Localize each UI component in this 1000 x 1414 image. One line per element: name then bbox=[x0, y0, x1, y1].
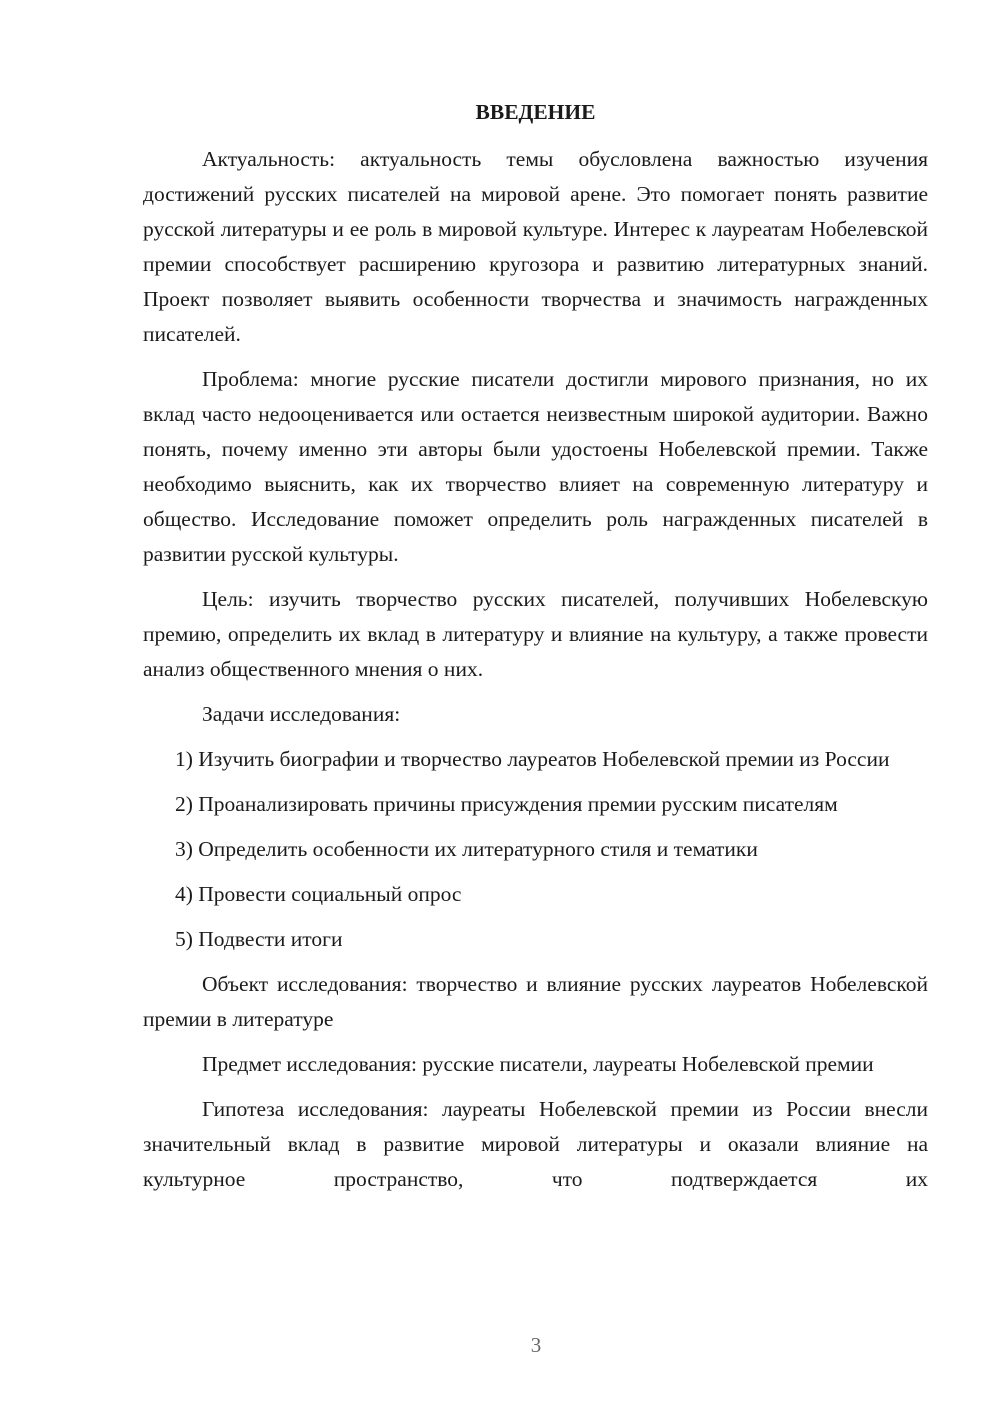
task-item-4: 4) Провести социальный опрос bbox=[175, 882, 462, 906]
paragraph-problem: Проблема: многие русские писатели достигли мирового признания, но их вклад часто недооценивается или остается неизвестным широкой аудитории. Важно понять, почему именно эти авторы были удостоены Нобелевской премии. Также необходимо выяснить, как их творчество влияет на современную литературу и общество. Исследование поможет определить роль награжденных писателей в развитии русской культуры. bbox=[143, 367, 928, 566]
task-item-2: 2) Проанализировать причины присуждения премии русским писателям bbox=[175, 792, 838, 816]
document-page bbox=[143, 95, 928, 1207]
task-item-1: 1) Изучить биографии и творчество лауреатов Нобелевской премии из России bbox=[175, 747, 890, 771]
paragraph-goal: Цель: изучить творчество русских писателей, получивших Нобелевскую премию, определить их вклад в литературу и влияние на культуру, а также провести анализ общественного мнения о них. bbox=[143, 587, 928, 681]
paragraph-hypothesis: Гипотеза исследования: лауреаты Нобелевской премии из России внесли значительный вклад в развитие мировой литературы и оказали влияние на культурное пространство, что подтверждается их bbox=[143, 1097, 928, 1191]
task-item-5: 5) Подвести итоги bbox=[175, 927, 343, 951]
section-title: ВВЕДЕНИЕ bbox=[475, 100, 596, 124]
paragraph-object: Объект исследования: творчество и влияние русских лауреатов Нобелевской премии в литературе bbox=[143, 972, 928, 1031]
paragraph-subject: Предмет исследования: русские писатели, лауреаты Нобелевской премии bbox=[202, 1052, 874, 1076]
tasks-heading: Задачи исследования: bbox=[202, 702, 401, 726]
task-item-3: 3) Определить особенности их литературного стиля и тематики bbox=[175, 837, 758, 861]
page-number: 3 bbox=[530, 1333, 542, 1357]
paragraph-relevance: Актуальность: актуальность темы обусловлена важностью изучения достижений русских писателей на мировой арене. Это помогает понять развитие русской литературы и ее роль в мировой культуре. Интерес к лауреатам Нобелевской премии способствует расширению кругозора и развитию литературных знаний. Проект позволяет выявить особенности творчества и значимость награжденных писателей. bbox=[143, 147, 928, 346]
